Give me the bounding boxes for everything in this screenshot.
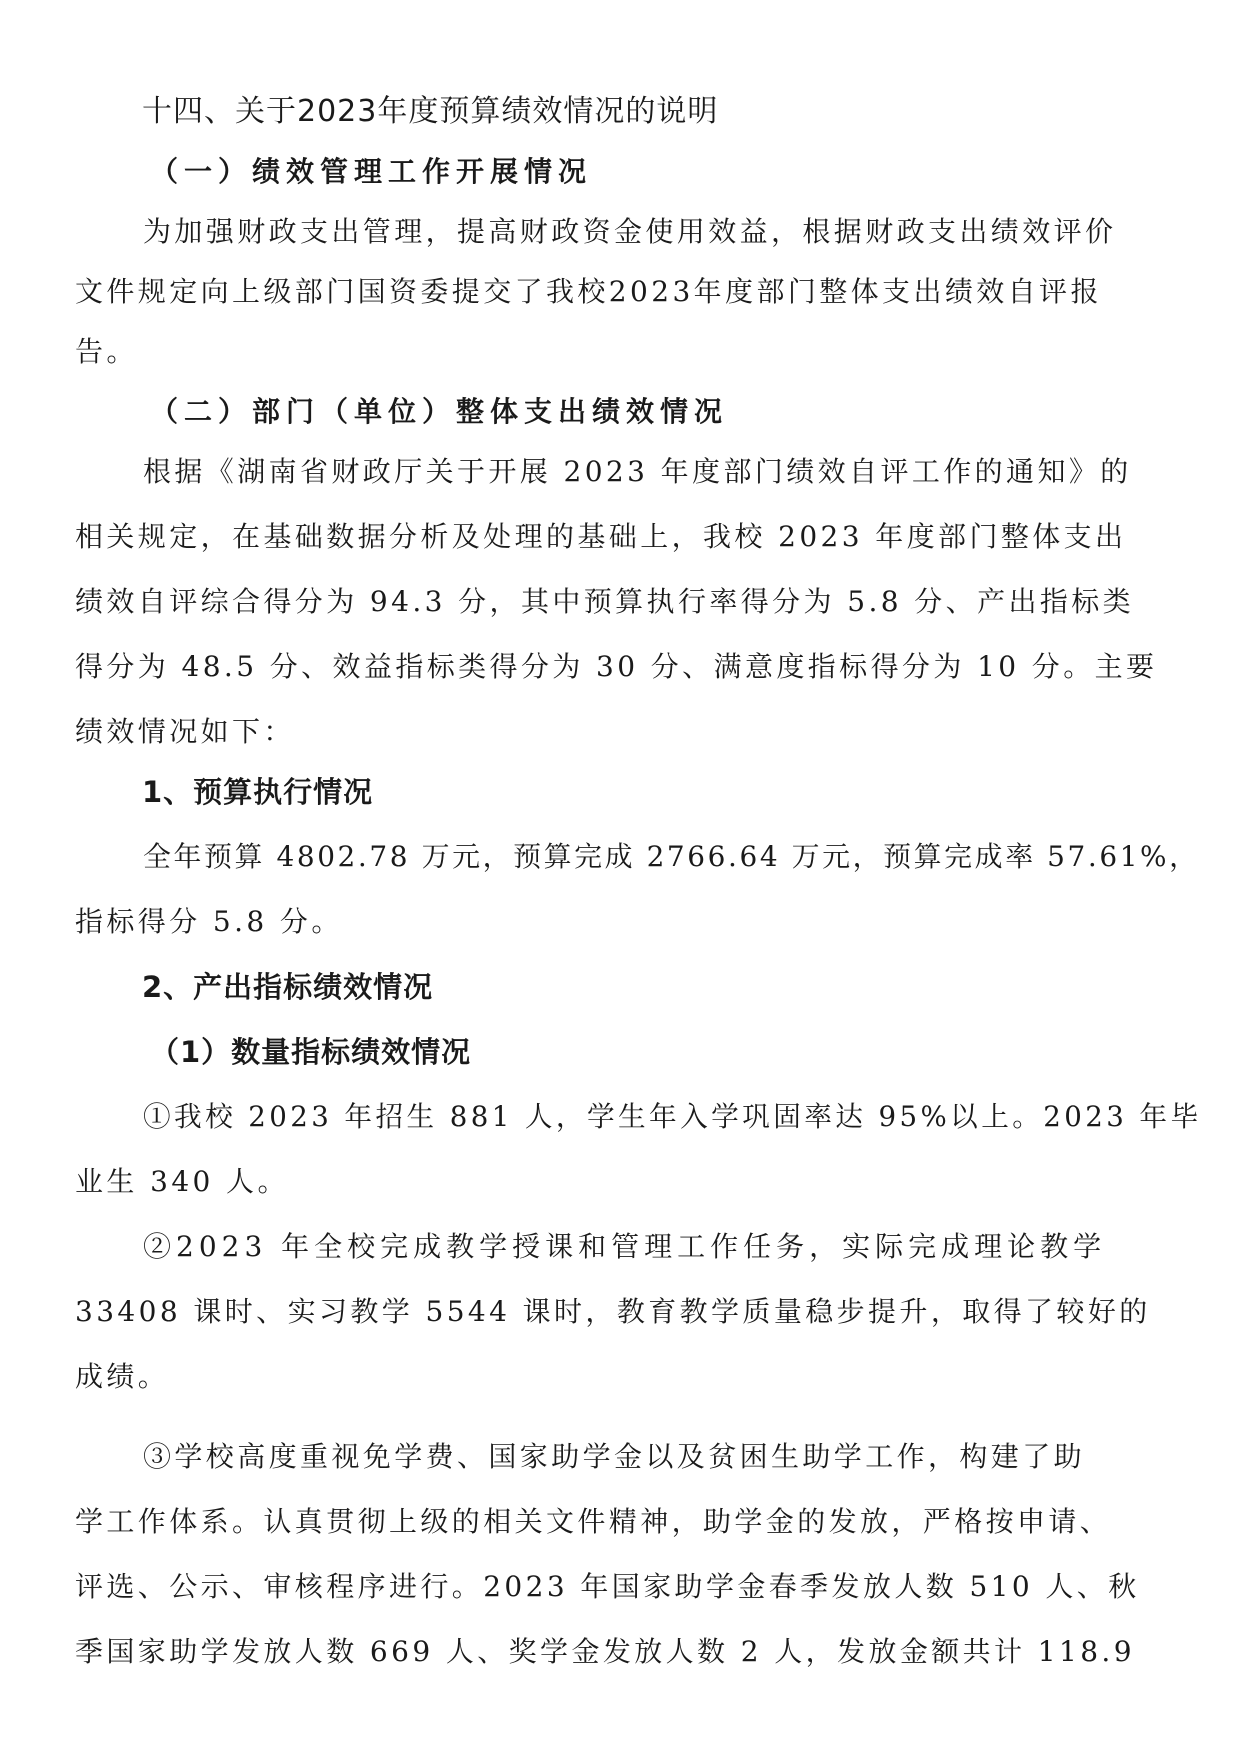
budget-execution-line: 全年预算 4802.78 万元，预算完成 2766.64 万元，预算完成率 57.61%， [143, 840, 1200, 873]
quantity-item-line: ①我校 2023 年招生 881 人，学生年入学巩固率达 95%以上。2023 年毕 [143, 1100, 1202, 1133]
sub2-para-line: 绩效自评综合得分为 94.3 分，其中预算执行率得分为 5.8 分、产出指标类 [75, 585, 1135, 618]
quantity-item-line: 业生 340 人。 [75, 1165, 289, 1198]
budget-execution-line: 指标得分 5.8 分。 [75, 905, 343, 938]
quantity-item-line: 33408 课时、实习教学 5544 课时，教育教学质量稳步提升，取得了较好的 [75, 1295, 1151, 1328]
sub1-heading: （一）绩效管理工作开展情况 [150, 155, 593, 188]
sub2-para-line: 绩效情况如下： [75, 715, 295, 748]
quantity-item-line: 成绩。 [75, 1360, 170, 1393]
sub2-para-line: 根据《湖南省财政厅关于开展 2023 年度部门绩效自评工作的通知》的 [143, 455, 1132, 488]
output-indicators-heading: 2、产出指标绩效情况 [142, 970, 434, 1004]
sub1-para-line: 文件规定向上级部门国资委提交了我校2023年度部门整体支出绩效自评报 [75, 275, 1102, 308]
quantity-item-line: ③学校高度重视免学费、国家助学金以及贫困生助学工作，构建了助 [143, 1440, 1086, 1473]
sub2-para-line: 得分为 48.5 分、效益指标类得分为 30 分、满意度指标得分为 10 分。主要 [75, 650, 1158, 683]
quantity-heading: （1）数量指标绩效情况 [150, 1035, 472, 1069]
quantity-item-line: 评选、公示、审核程序进行。2023 年国家助学金春季发放人数 510 人、秋 [75, 1570, 1140, 1603]
sub2-para-line: 相关规定，在基础数据分析及处理的基础上，我校 2023 年度部门整体支出 [75, 520, 1127, 553]
quantity-item-line: ②2023 年全校完成教学授课和管理工作任务，实际完成理论教学 [143, 1230, 1107, 1263]
section-title: 十四、关于2023年度预算绩效情况的说明 [142, 94, 719, 129]
budget-execution-heading: 1、预算执行情况 [142, 775, 374, 809]
sub1-para-line: 为加强财政支出管理，提高财政资金使用效益，根据财政支出绩效评价 [143, 215, 1117, 248]
quantity-item-line: 学工作体系。认真贯彻上级的相关文件精神，助学金的发放，严格按申请、 [75, 1505, 1112, 1538]
sub2-heading: （二）部门（单位）整体支出绩效情况 [150, 395, 729, 428]
sub1-para-line: 告。 [75, 335, 138, 368]
quantity-item-line: 季国家助学发放人数 669 人、奖学金发放人数 2 人，发放金额共计 118.9 [75, 1635, 1135, 1668]
